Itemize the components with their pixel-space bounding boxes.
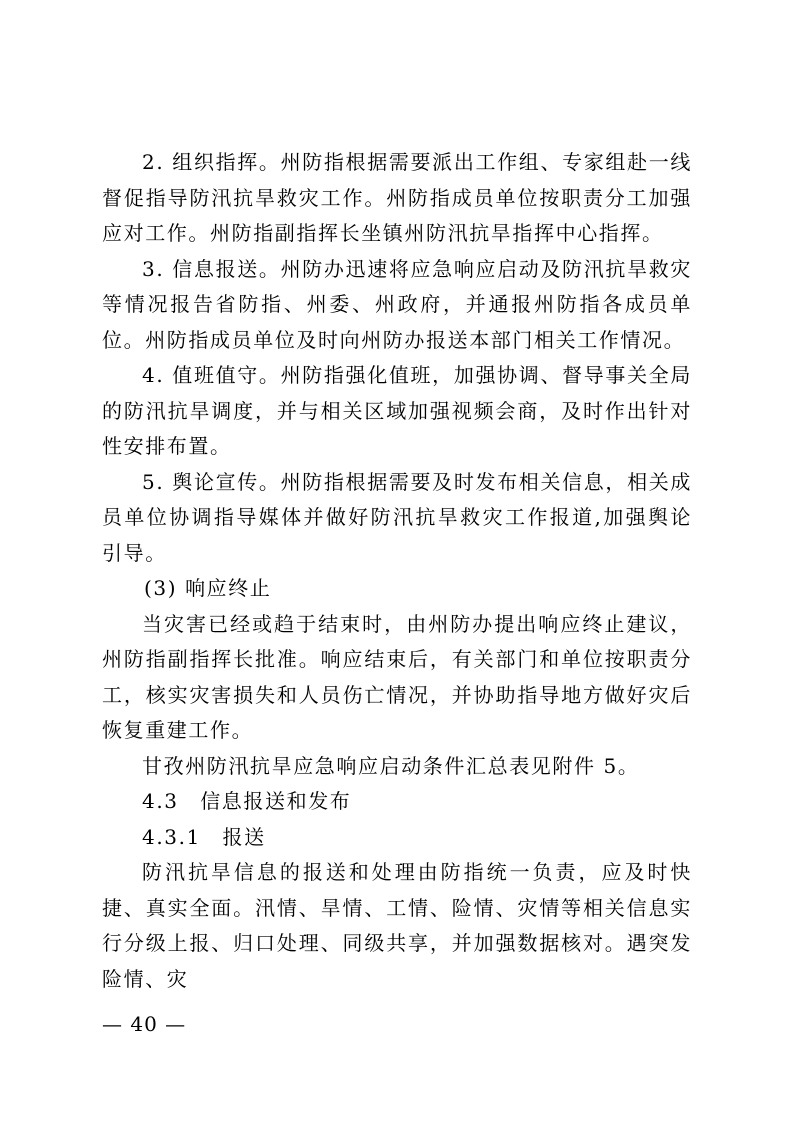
- paragraph-reporting: 防汛抗旱信息的报送和处理由防指统一负责，应及时快捷、真实全面。汛情、旱情、工情、险情、灾情等相关信息实行分级上报、归口处理、同级共享，并加强数据核对。遇突发险情、灾: [102, 860, 692, 991]
- paragraph-duty: 4. 值班值守。州防指强化值班，加强协调、督导事关全局的防汛抗旱调度，并与相关区域加强视频会商，及时作出针对性安排布置。: [102, 363, 692, 458]
- heading-4-3: 4.3 信息报送和发布: [142, 789, 352, 813]
- heading-4-3-1: 4.3.1 报送: [142, 824, 266, 849]
- paragraph-appendix-ref: 甘孜州防汛抗旱应急响应启动条件汇总表见附件 5。: [142, 753, 640, 778]
- page-number: — 40 —: [102, 1012, 187, 1036]
- paragraph-organize-command: 2. 组织指挥。州防指根据需要派出工作组、专家组赴一线督促指导防汛抗旱救灾工作。州防指成员单位按职责分工加强应对工作。州防指副指挥长坐镇州防汛抗旱指挥中心指挥。: [102, 150, 692, 245]
- paragraph-termination: 当灾害已经或趋于结束时，由州防办提出响应终止建议，州防指副指挥长批准。响应结束后，有关部门和单位按职责分工，核实灾害损失和人员伤亡情况，并协助指导地方做好灾后恢复重建工作。: [102, 611, 692, 742]
- heading-response-termination: (3) 响应终止: [144, 576, 272, 600]
- paragraph-publicity: 5. 舆论宣传。州防指根据需要及时发布相关信息，相关成员单位协调指导媒体并做好防汛抗旱救灾工作报道,加强舆论引导。: [102, 469, 692, 565]
- body-text: [102, 145, 692, 997]
- paragraph-info-report: 3. 信息报送。州防办迅速将应急响应启动及防汛抗旱救灾等情况报告省防指、州委、州政府，并通报州防指各成员单位。州防指成员单位及时向州防办报送本部门相关工作情况。: [102, 256, 692, 352]
